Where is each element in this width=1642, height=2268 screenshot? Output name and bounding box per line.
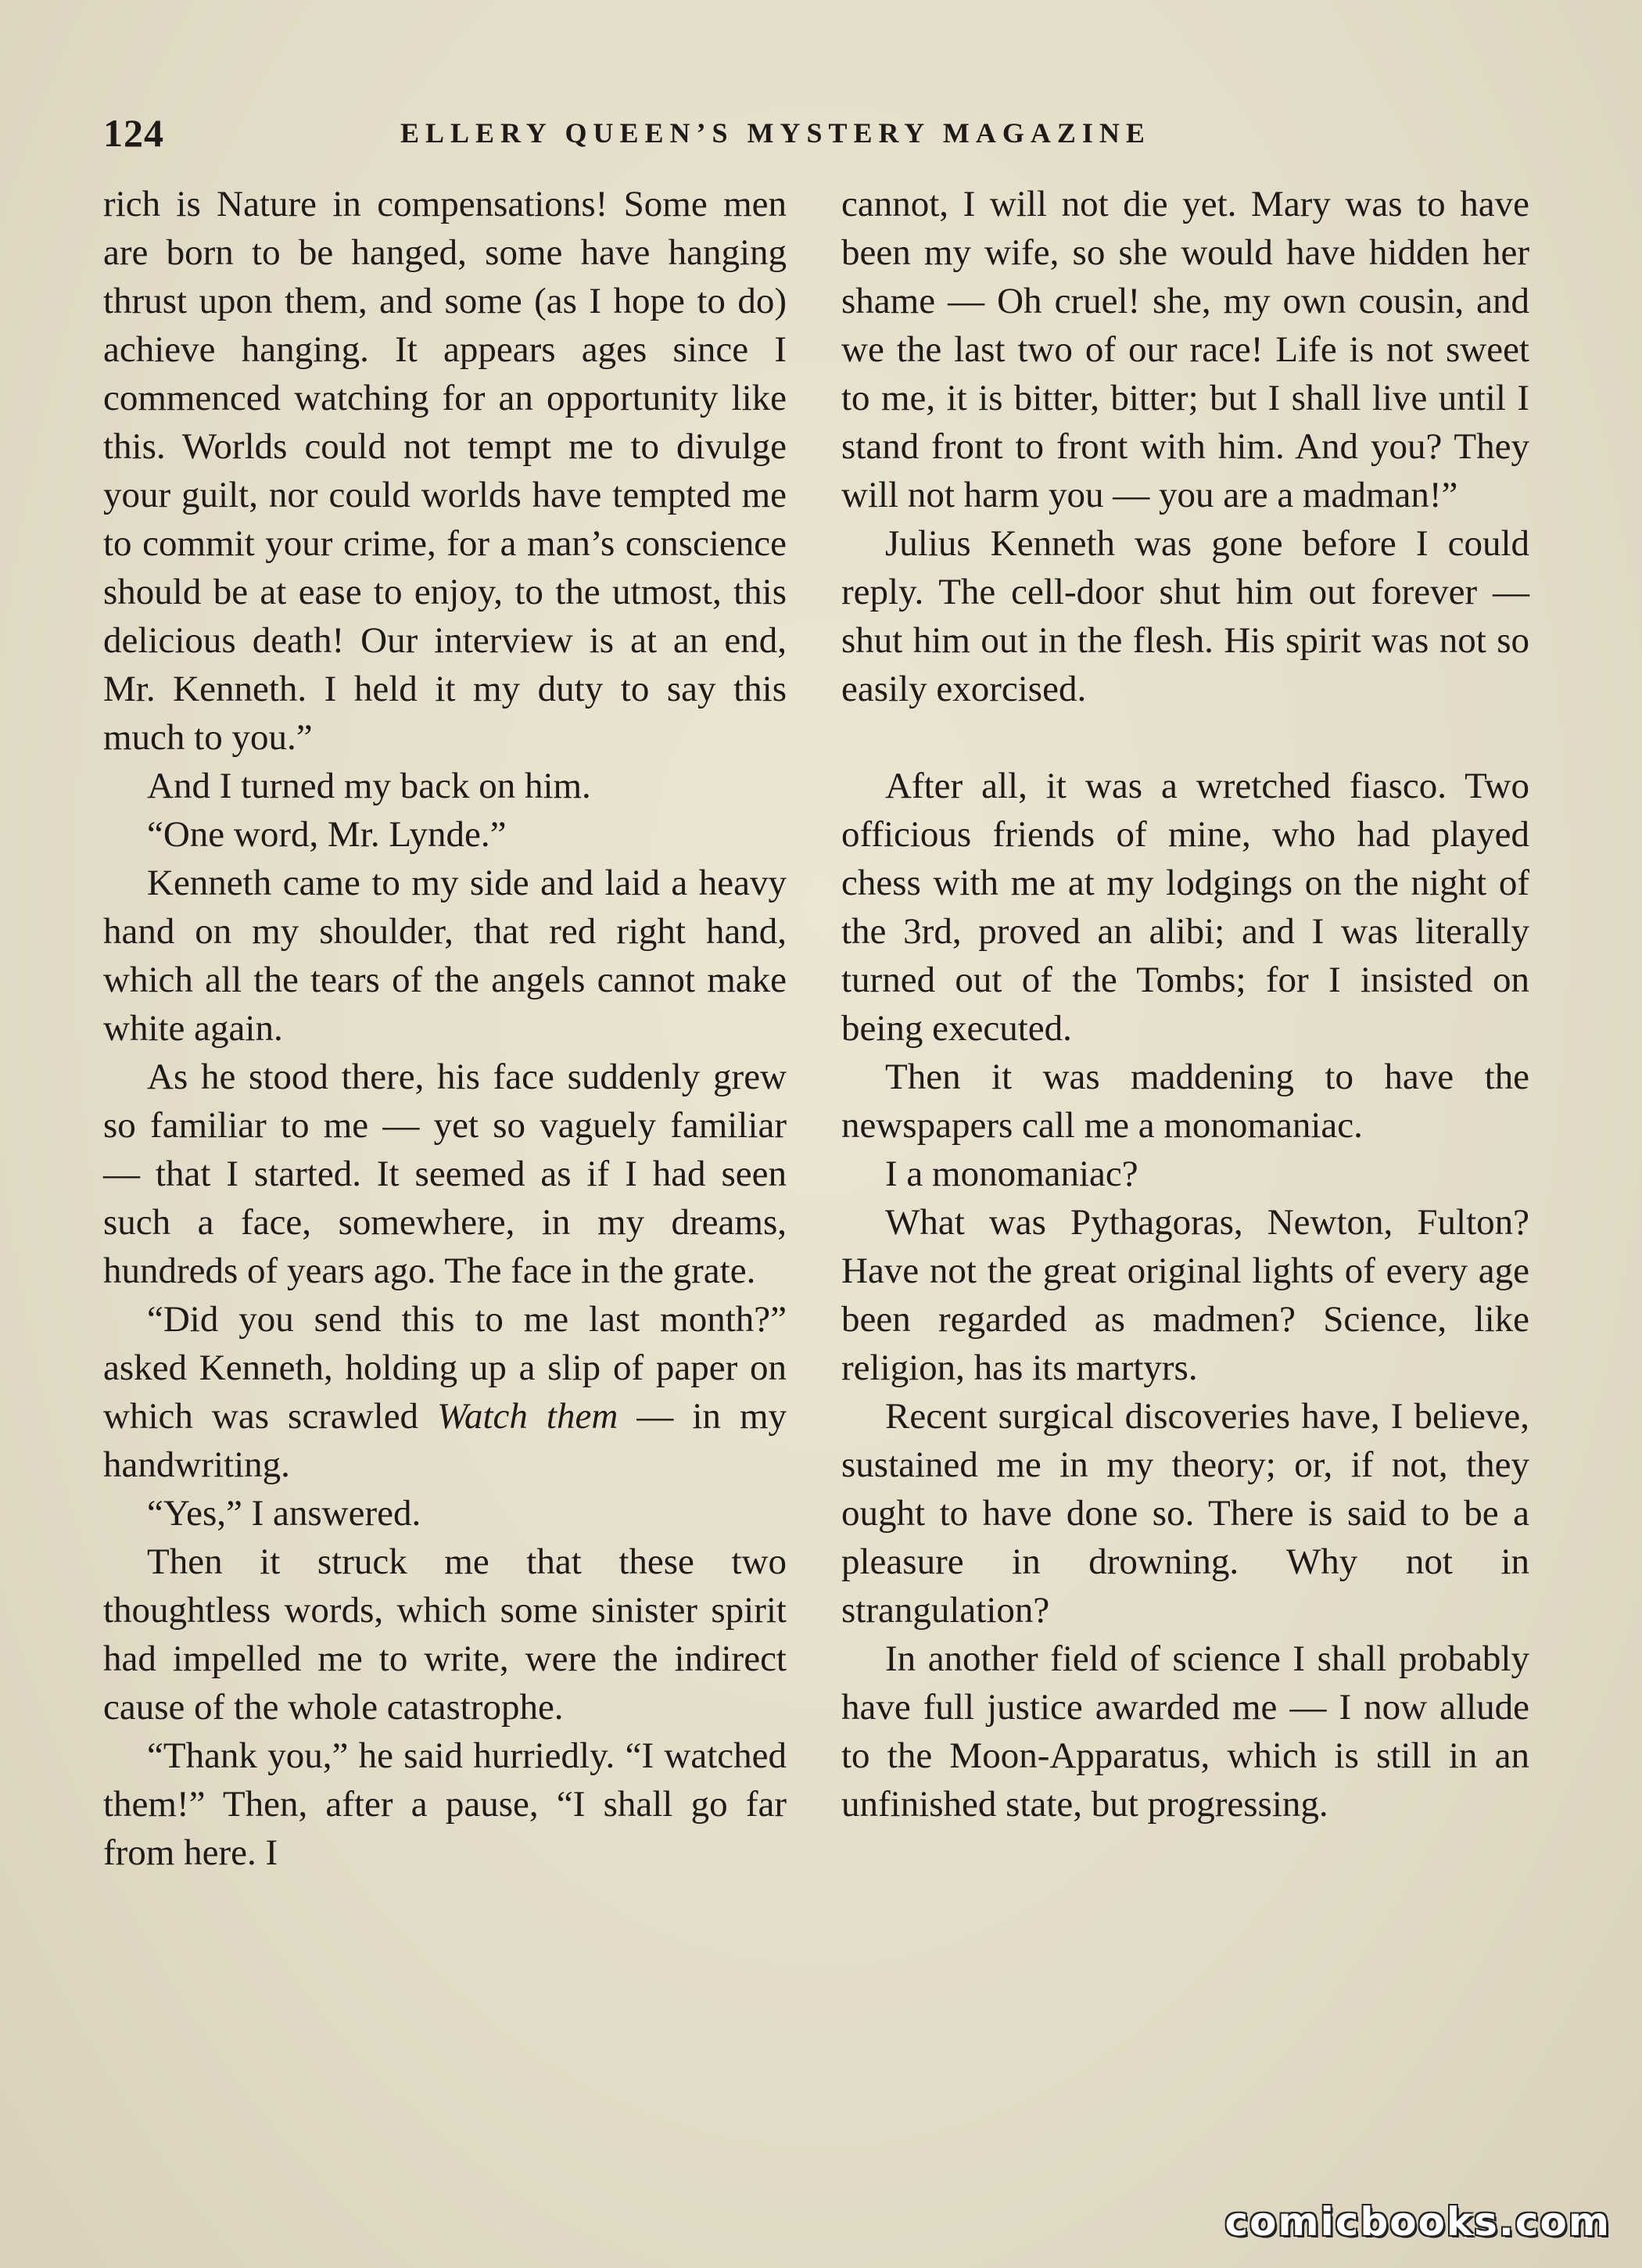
paragraph-text: “Did you send this to me last month?” asked Kenneth, holding up a slip of paper on which was scrawled	[103, 1299, 787, 1437]
paragraph: Then it was maddening to have the newspapers call me a monomaniac.	[841, 1057, 1529, 1146]
paragraph: “Yes,” I answered.	[147, 1493, 421, 1534]
paragraph: Recent surgical discoveries have, I believe, sustained me in my theory; or, if not, they ought to have done so. There is said to be a pleasure in drowning. Why not in strangulation?	[841, 1396, 1529, 1631]
paragraph: “Thank you,” he said hurriedly. “I watched them!” Then, after a pause, “I shall go far from here. I	[103, 1735, 787, 1873]
paragraph: As he stood there, his face suddenly grew so familiar to me — yet so vaguely familiar — that I started. It seemed as if I had seen such a face, somewhere, in my dreams, hundreds of years ago. The face in the grate.	[103, 1057, 787, 1291]
paragraph: In another field of science I shall probably have full justice awarded me — I now allude to the Moon-Apparatus, which is still in an unfinished state, but progressing.	[841, 1638, 1529, 1825]
paragraph-text: — in my handwriting.	[103, 1396, 787, 1485]
paragraph: After all, it was a wretched fiasco. Two officious friends of mine, who had played chess with me at my lodgings on the night of the 3rd, proved an alibi; and I was literally turned out of the Tombs; for I insisted on being executed.	[841, 766, 1529, 1049]
right-column	[841, 180, 1529, 1828]
section-break	[841, 713, 1529, 762]
paragraph	[103, 1295, 787, 1489]
paragraph: Julius Kenneth was gone before I could reply. The cell-door shut him out forever — shut him out in the flesh. His spirit was not so easily exorcised.	[841, 523, 1529, 709]
running-head: ELLERY QUEEN’S MYSTERY MAGAZINE	[400, 117, 1151, 149]
page-header	[103, 109, 1533, 156]
paragraph: And I turned my back on him.	[147, 766, 591, 806]
page-number: 124	[103, 111, 164, 155]
paragraph: “One word, Mr. Lynde.”	[147, 814, 507, 855]
watermark: comicbooks.com	[1224, 2199, 1611, 2245]
paragraph: What was Pythagoras, Newton, Fulton? Have not the great original lights of every age been regarded as madmen? Science, like religion, has its martyrs.	[841, 1202, 1529, 1388]
paragraph: I a monomaniac?	[885, 1154, 1138, 1194]
paragraph: Kenneth came to my side and laid a heavy hand on my shoulder, that red right hand, which all the tears of the angels cannot make white again.	[103, 863, 787, 1049]
paragraph: rich is Nature in compensations! Some men are born to be hanged, some have hanging thrust upon them, and some (as I hope to do) achieve hanging. It appears ages since I commenced watching for an opportunity like this. Worlds could not tempt me to divulge your guilt, nor could worlds have tempted me to commit your crime, for a man’s conscience should be at ease to enjoy, to the utmost, this delicious death! Our interview is at an end, Mr. Kenneth. I held it my duty to say this much to you.”	[103, 184, 787, 758]
italic-text: Watch them	[437, 1396, 618, 1437]
paragraph: cannot, I will not die yet. Mary was to have been my wife, so she would have hidden her shame — Oh cruel! she, my own cousin, and we the last two of our race! Life is not sweet to me, it is bitter, bitter; but I shall live until I stand front to front with him. And you? They will not harm you — you are a madman!”	[841, 184, 1529, 515]
paragraph: Then it struck me that these two thoughtless words, which some sinister spirit had impelled me to write, were the indirect cause of the whole catastrophe.	[103, 1541, 787, 1728]
left-column	[103, 180, 787, 1877]
